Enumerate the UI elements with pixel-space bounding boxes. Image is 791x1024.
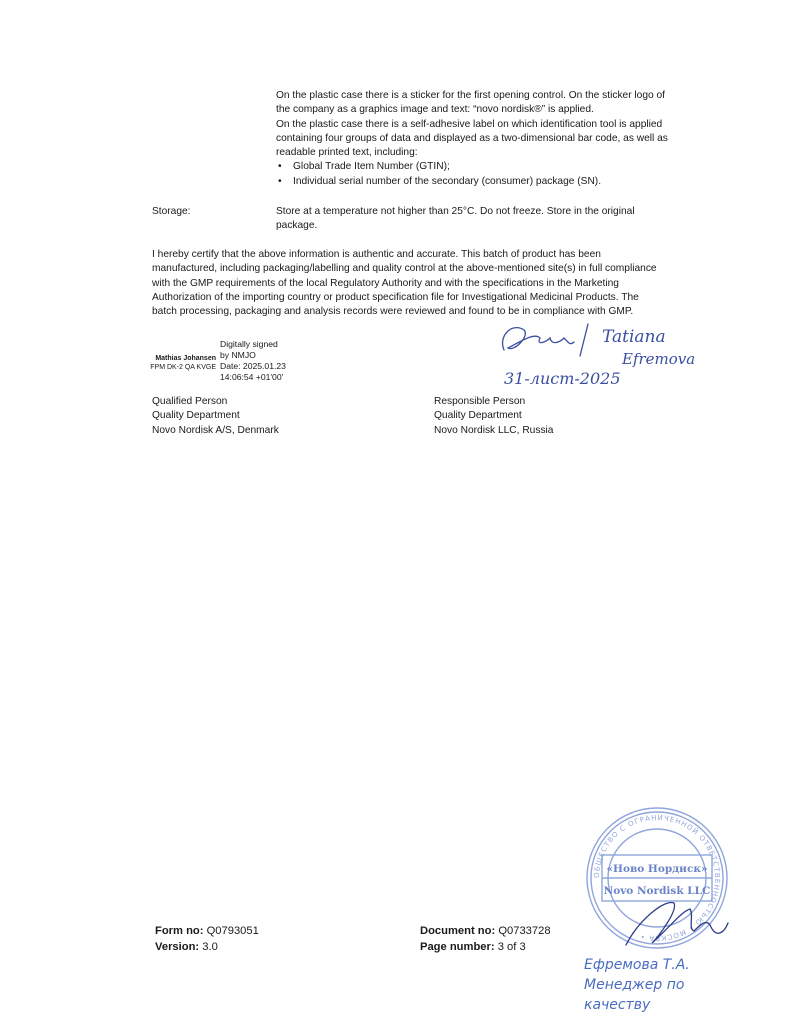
digital-signature-details (220, 339, 310, 383)
responsible-person-department: Quality Department (434, 410, 522, 422)
handwritten-name-first: Tatiana (602, 327, 666, 347)
responsible-person-company: Novo Nordisk LLC, Russia (434, 424, 554, 436)
stamp-line-russian: «Ново Нордиск» (606, 863, 708, 875)
handwritten-signature (490, 312, 720, 394)
document-number-label: Document no: (420, 925, 496, 937)
digital-signature-line: Date: 2025.01.23 (220, 361, 286, 371)
footer-version-line (155, 939, 259, 955)
list-item: • Individual serial number of the secondary (consumer) package (SN). (293, 175, 676, 189)
qualified-person-role: Qualified Person (152, 396, 228, 407)
stamp-caption (584, 955, 744, 1015)
qualified-person-block (152, 395, 279, 438)
footer-document-info (420, 923, 551, 955)
form-number-value: Q0793051 (206, 925, 259, 937)
qualified-person-company: Novo Nordisk A/S, Denmark (152, 424, 279, 436)
page-number-value: 3 of 3 (497, 941, 526, 953)
qualified-person-department: Quality Department (152, 410, 240, 422)
page-number-label: Page number: (420, 941, 495, 953)
handwritten-date: 31-лист-2025 (504, 369, 621, 388)
version-value: 3.0 (202, 941, 218, 953)
storage-label: Storage: (152, 206, 191, 217)
document-number-value: Q0733728 (498, 925, 551, 937)
responsible-person-block (434, 395, 553, 438)
certification-statement: I hereby certify that the above information is authentic and accurate. This batch of product has been manufactured, including packaging/labelling and quality control at the above-mentioned site(s) in full compliance with the GMP requirements of the local Regulatory Authority and with the specifications in the Marketing Authorization of the importing country or product specification file for Investigational Medicinal Products. The batch processing, packaging and analysis records were reviewed and found to be in compliance with GMP. (152, 249, 657, 318)
company-stamp (582, 803, 732, 953)
footer-form-line (155, 923, 259, 939)
handwritten-name-last: Efremova (622, 350, 696, 368)
packaging-description (276, 89, 676, 189)
stamp-caption-title: Менеджер по качеству (584, 977, 685, 1013)
digital-signature-signer (140, 354, 216, 372)
digital-signature-line: 14:06:54 +01'00' (220, 372, 284, 382)
version-label: Version: (155, 941, 200, 953)
stamp-caption-name: Ефремова Т.А. (584, 957, 690, 973)
packaging-paragraph-label: On the plastic case there is a self-adhesive label on which identification tool is applied containing four groups of data and displayed as a two-dimensional bar code, as well as readable printed text, including: (276, 118, 668, 159)
footer-form-info (155, 923, 259, 955)
form-number-label: Form no: (155, 925, 204, 937)
storage-value: Store at a temperature not higher than 25°C. Do not freeze. Store in the original package. (276, 206, 635, 232)
packaging-paragraph-sticker: On the plastic case there is a sticker for the first opening control. On the sticker logo of the company as a graphics image and text: “novo nordisk®” is applied. (276, 90, 666, 116)
stamp-line-english: Novo Nordisk LLC (603, 885, 711, 897)
footer-document-line (420, 923, 551, 939)
digital-signature-line: Digitally signed (220, 339, 278, 349)
footer-page-line (420, 939, 551, 955)
signer-department: FPM DK-2 QA KVGE (150, 364, 216, 371)
responsible-person-role: Responsible Person (434, 396, 526, 407)
identification-data-list (276, 160, 676, 189)
stamp-ring-text: ОБЩЕСТВО С ОГРАНИЧЕННОЙ ОТВЕТСТВЕННОСТЬЮ • МОСКВА • (592, 813, 722, 943)
list-item: • Global Trade Item Number (GTIN); (293, 160, 676, 174)
digital-signature-line: by NMJO (220, 350, 256, 360)
signer-name: Mathias Johansen (155, 355, 216, 362)
